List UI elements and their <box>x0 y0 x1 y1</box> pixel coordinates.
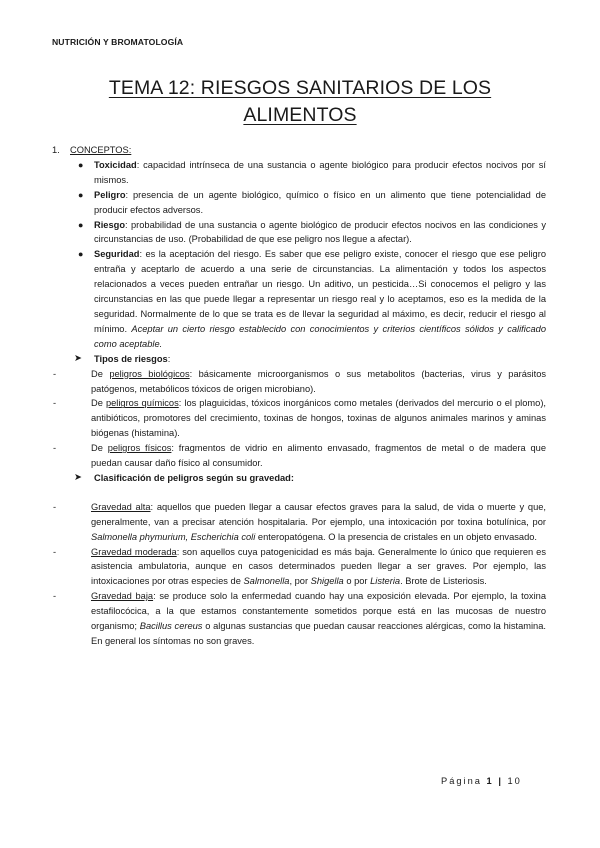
bullet-icon: ● <box>78 249 84 260</box>
severity-low <box>52 589 546 649</box>
severity-high <box>52 500 546 545</box>
dash-bullet: - <box>53 591 57 602</box>
risk-type-text: : básicamente microorganismos o sus metabolitos (bacterias, virus y parásitos patógenos, metabólicos tóxicos de origen microbiano). <box>91 368 547 394</box>
dash-bullet: - <box>53 443 57 454</box>
risk-type-prefix: De <box>91 398 106 409</box>
severity-italic: Salmonella phymurium, Escherichia coli <box>91 531 256 542</box>
risk-type-term: peligros biológicos <box>109 368 190 379</box>
severity-italic: Bacillus cereus <box>139 621 203 632</box>
severity-term: Gravedad moderada <box>91 546 177 557</box>
course-header: NUTRICIÓN Y BROMATOLOGÍA <box>52 37 184 47</box>
risk-type-term: peligros físicos <box>107 443 172 454</box>
dash-bullet: - <box>53 368 57 379</box>
concept-riesgo <box>52 218 546 248</box>
severity-text: o por <box>343 576 371 587</box>
concept-text: : presencia de un agente biológico, químico o físico en un alimento que tiene potencialidad de producir efectos adversos. <box>94 189 546 215</box>
risk-types-heading <box>52 352 546 367</box>
classification-label: Clasificación de peligros según su gravedad: <box>94 472 294 483</box>
concept-term: Riesgo <box>94 219 125 230</box>
bullet-icon: ● <box>78 189 84 200</box>
document-title <box>60 75 540 129</box>
concept-text: : es la aceptación del riesgo. Es saber que ese peligro existe, conocer el riesgo que ese peligro entraña y aceptarlo de acuerdo a una serie de circunstancias. La alimentación y todos los aspectos relacionados a veces pueden entrañar un riesgo. Un aditivo, un pesticida…Si conocemos el peligro y las circunstancias en las que puede llegar a representar un riesgo real y lo aceptamos, eso es la medida de la seguridad. Normalmente de lo que se trata es de llevar la seguridad al máximo, es decir, reducir el riesgo al mínimo. <box>94 249 546 334</box>
severity-italic: Shigella <box>310 576 344 587</box>
document-body <box>52 143 546 649</box>
concept-term: Toxicidad <box>94 159 137 170</box>
risk-type-biological <box>52 367 546 397</box>
concept-term: Peligro <box>94 189 126 200</box>
dash-bullet: - <box>53 501 57 512</box>
bullet-icon: ● <box>78 219 84 230</box>
risk-types-colon: : <box>167 353 171 364</box>
section-heading <box>52 143 546 158</box>
risk-type-chemical <box>52 396 546 441</box>
severity-italic: Listeria <box>370 576 401 587</box>
section-number: 1. <box>52 145 60 155</box>
dash-bullet: - <box>53 546 57 557</box>
severity-text: : aquellos que pueden llegar a causar efectos graves para la salud, de vida o muerte y que, generalmente, van a precisar atención hospitalaria. Por ejemplo, una intoxicación por toxina botulínica, por <box>91 501 546 527</box>
dash-bullet: - <box>53 398 57 409</box>
severity-text: enteropatógena. O la presencia de cristales en un objeto envasado. <box>255 531 537 542</box>
severity-italic: Salmonella <box>243 576 290 587</box>
severity-text: o algunas sustancias que puedan causar reacciones alérgicas, como la histamina. En general los síntomas no son graves. <box>91 621 546 646</box>
page-footer <box>441 776 522 786</box>
severity-term: Gravedad alta <box>91 501 151 512</box>
risk-type-prefix: De <box>91 368 110 379</box>
concept-seguridad <box>52 247 546 351</box>
page-number: 1 <box>486 776 494 786</box>
concept-peligro <box>52 188 546 218</box>
risk-type-physical <box>52 441 546 471</box>
concept-text: : capacidad intrínseca de una sustancia o agente biológico para producir efectos nocivos por sí mismos. <box>94 159 546 185</box>
severity-text: : son aquellos cuya patogenicidad es más baja. Generalmente lo único que requieren es asistencia ambulatoria, aunque en casos determinados pueden llegar a ser graves. Por ejemplo, las intoxicaciones por otras especies de <box>91 546 546 587</box>
severity-text: . Brote de Listeriosis. <box>400 576 487 587</box>
risk-types-label: Tipos de riesgos <box>94 353 168 364</box>
page-word: Página <box>441 776 482 786</box>
concept-toxicidad <box>52 158 546 188</box>
classification-heading <box>52 471 546 486</box>
page-total: 10 <box>507 776 522 786</box>
arrow-bullet-icon: ➤ <box>74 471 82 483</box>
risk-type-prefix: De <box>91 443 108 454</box>
severity-moderate <box>52 545 546 590</box>
risk-type-term: peligros químicos <box>105 398 179 409</box>
spacer <box>52 486 546 500</box>
page-separator: | <box>498 776 503 786</box>
arrow-bullet-icon: ➤ <box>74 352 82 364</box>
concept-text: : probabilidad de una sustancia o agente biológico de producir efectos nocivos en las condiciones y circunstancias de uso. (Probabilidad de que ese peligro nos llegue a afectar). <box>94 219 546 245</box>
concept-italic: Aceptar un cierto riesgo establecido con conocimientos y criterios científicos sólidos y calificado como aceptable. <box>94 323 546 349</box>
title-line-1: TEMA 12: RIESGOS SANITARIOS DE LOS <box>108 77 492 99</box>
severity-text: : se produce solo la enfermedad cuando hay una exposición elevada. Por ejemplo, la toxina estafilocócica, a la que estamos constantemente sometidos porque está en las mucosas de nuestro organismo; <box>91 591 546 632</box>
section-title: CONCEPTOS: <box>70 145 132 155</box>
bullet-icon: ● <box>78 159 84 170</box>
title-line-2: ALIMENTOS <box>243 104 357 126</box>
severity-text: , por <box>289 576 311 587</box>
risk-type-text: : los plaguicidas, tóxicos inorgánicos como metales (derivados del mercurio o el plomo), antibióticos, promotores del crecimiento, toxinas de hongos, toxinas de algunos animales marinos y aminas biógenas (histamina). <box>91 398 547 439</box>
concept-term: Seguridad <box>94 249 140 260</box>
risk-type-text: : fragmentos de vidrio en alimento envasado, fragmentos de metal o de madera que puedan causar daño físico al consumidor. <box>91 443 546 469</box>
severity-term: Gravedad baja <box>91 591 154 602</box>
